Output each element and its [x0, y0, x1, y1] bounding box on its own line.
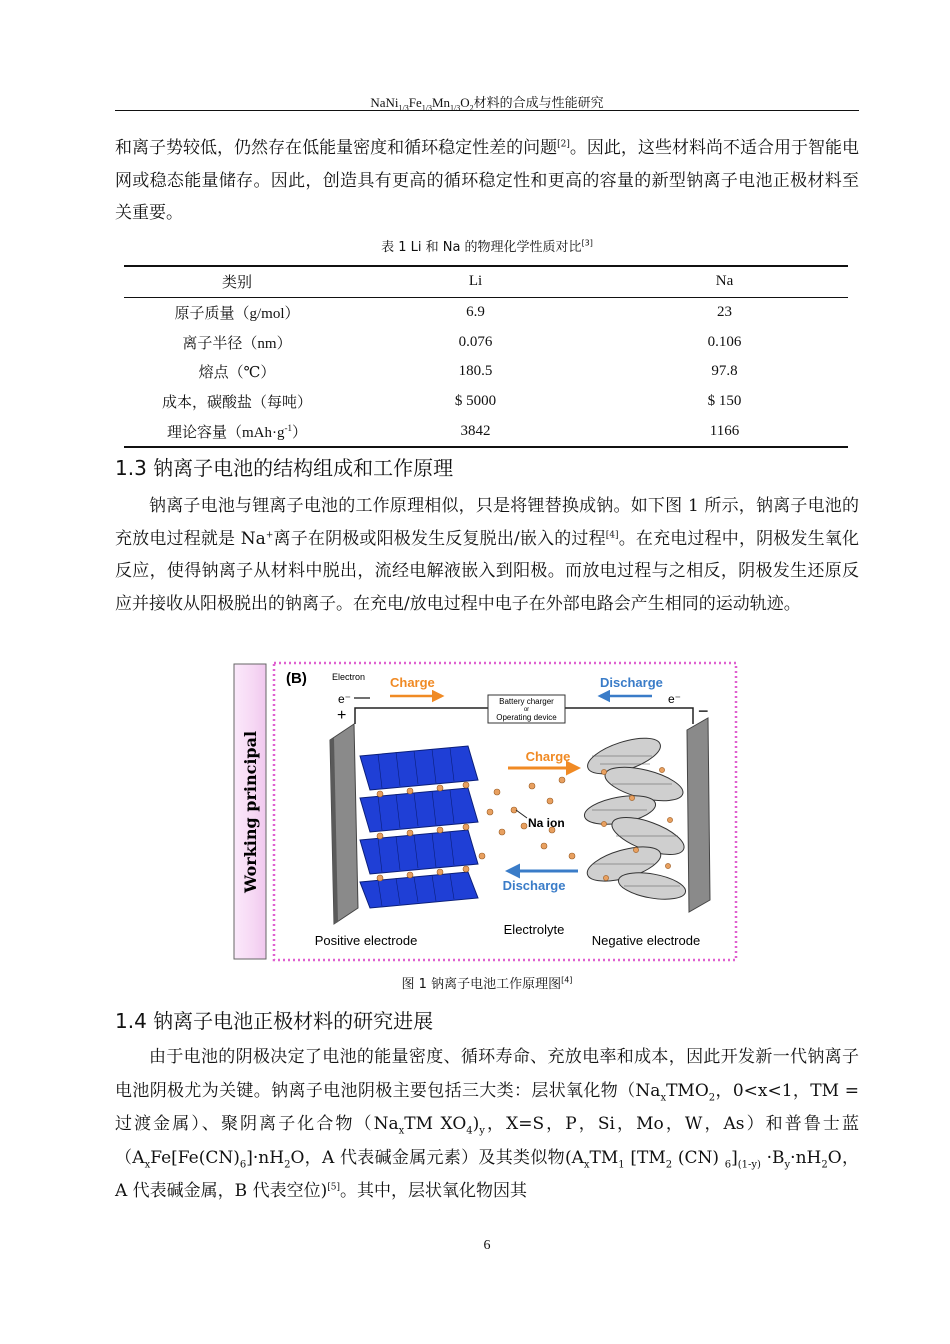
table-cell: 1166	[709, 422, 740, 439]
table-cell: 3842	[460, 422, 491, 439]
side-label-text: Working principal	[241, 730, 260, 894]
table-row	[124, 387, 848, 417]
circuit-wire-right	[565, 708, 693, 724]
paragraph-2: 钠离子电池与锂离子电池的工作原理相似，只是将锂替换成钠。如下图 1 所示，钠离子电池的充放电过程就是 Na+离子在阴极或阳极发生反复脱出/嵌入的过程[4]。在充电过程中，阴极发生氧化反应，使得钠离子从材料中脱出，流经电解液嵌入到阳极。而放电过程与之相反，阴极发生还原反应并接收从阳极脱出的钠离子。在充电/放电过程中电子在外部电路会产生相同的运动轨迹。	[115, 496, 860, 614]
table-cell: 成本，碳酸盐（每吨）	[161, 395, 312, 412]
table-cell: 97.8	[711, 363, 738, 380]
electron-right-symbol: e⁻	[668, 692, 682, 706]
table-cell: 离子半径（nm）	[182, 335, 292, 352]
table-header-cell: 类别	[221, 275, 252, 292]
header-rule	[115, 110, 859, 111]
running-header: $NaNi_{1/3}Fe_{1/3}Mn_{1/3}O_2$材料的合成与性能研究	[370, 95, 604, 113]
table-cell: $ 5000	[454, 393, 497, 410]
table-cell: 0.076	[458, 333, 493, 350]
table-cell: 原子质量（g/mol）	[174, 306, 300, 323]
paragraph-3: 由于电池的阴极决定了电池的能量密度、循环寿命、充放电率和成本，因此开发新一代钠离子电池阴极尤为关键。钠离子电池阴极主要包括三大类：层状氧化物（$Na_xTMO_2$，0<x<1，TM =过渡金属）、聚阴离子化合物（$Na_xTM$ $XO_4)_y$，X=S，P，Si，Mo，W，As）和普鲁士蓝（$A_xFe[Fe(CN)_6]\cdot nH_2O$，A 代表碱金属元素）及其类似物($A_xTM_1$ [$TM_2$ (CN) $_6]_{(1-y)} \cdot B_y\cdot nH_2O$，A 代表碱金属，B 代表空位)[5]。其中，层状氧化物因其	[115, 1047, 860, 1201]
na-ion-label: Na ion	[528, 816, 565, 830]
table-cell: 0.106	[707, 333, 742, 350]
plus-sign: +	[337, 707, 347, 724]
table-cell: $ 150	[707, 393, 742, 410]
table-header-row	[124, 266, 848, 297]
negative-electrode-label: Negative electrode	[591, 933, 701, 948]
properties-table	[124, 265, 848, 448]
discharge-mid-label: Discharge	[502, 878, 566, 893]
section-heading-1-4: 1.4 钠离子电池正极材料的研究进展	[115, 1009, 434, 1033]
electron-label: Electron	[332, 672, 366, 682]
table-row	[124, 297, 848, 327]
na-ion-pointer	[516, 810, 527, 818]
minus-sign: −	[698, 701, 709, 721]
figure-1-caption: 图 1 钠离子电池工作原理图[4]	[401, 975, 573, 992]
table-cell: 熔点（℃）	[198, 365, 276, 382]
section-heading-1-3: 1.3 钠离子电池的结构组成和工作原理	[115, 456, 454, 480]
paragraph-1: 和离子势较低，仍然存在低能量密度和循环稳定性差的问题[2]。因此，这些材料尚不适合用于智能电网或稳态能量储存。因此，创造具有更高的循环稳定性和更高的容量的新型钠离子电池正极材料至关重要。	[115, 138, 860, 223]
panel-label: (B)	[286, 670, 307, 687]
anode-carbon-structure	[582, 731, 688, 904]
table-row	[124, 357, 848, 387]
circuit-wire-left	[355, 708, 488, 724]
table-1-caption: 表 1 Li 和 Na 的物理化学性质对比[3]	[381, 238, 593, 255]
discharge-top-label: Discharge	[600, 675, 663, 690]
table-header-cell: Li	[468, 273, 483, 290]
table-cell: 23	[717, 304, 732, 321]
positive-electrode-label: Positive electrode	[314, 933, 418, 948]
device-label-2: or	[523, 707, 530, 713]
table-row	[124, 416, 848, 447]
electrolyte-label: Electrolyte	[503, 922, 565, 937]
charge-top-label: Charge	[390, 675, 435, 690]
device-label-3: Operating device	[496, 713, 557, 722]
page-number: 6	[483, 1238, 491, 1253]
electron-left-symbol: e⁻	[338, 692, 352, 706]
table-cell: 6.9	[466, 304, 485, 321]
table-header-cell: Na	[715, 273, 734, 290]
table-cell: 理论容量$(mAh\cdot g^{-1})$	[166, 422, 307, 441]
table-row	[124, 327, 848, 357]
charge-mid-label: Charge	[525, 749, 571, 764]
cathode-layered-structure	[360, 746, 478, 908]
negative-current-collector	[687, 718, 710, 912]
figure-working-principle	[232, 660, 739, 963]
device-label-1: Battery charger	[499, 697, 554, 706]
table-cell: 180.5	[458, 363, 493, 380]
